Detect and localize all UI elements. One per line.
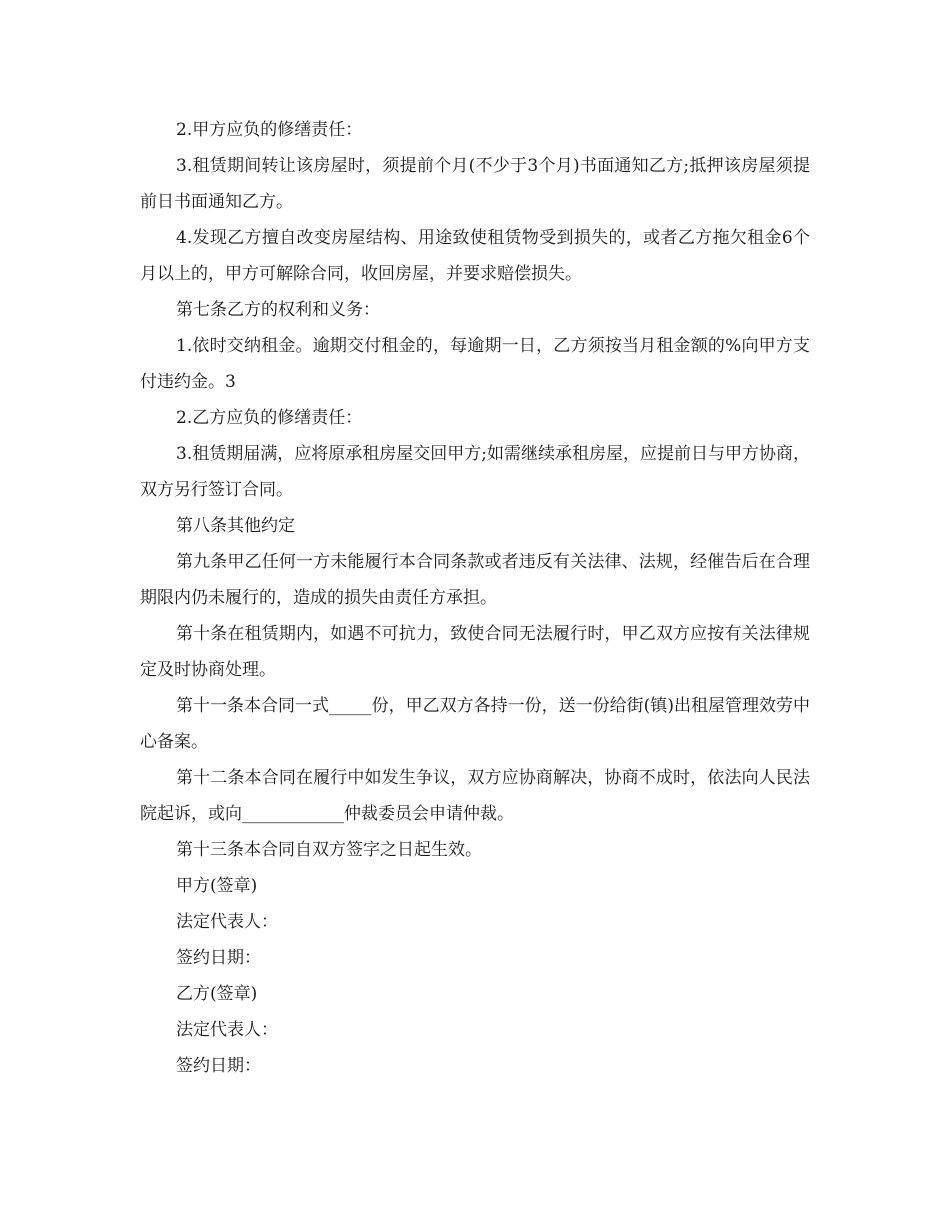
paragraph-rent-payment: 1.依时交纳租金。逾期交付租金的，每逾期一日，乙方须按当月租金额的%向甲方支付违约金。3 — [140, 336, 810, 392]
party-b-sign-date: 签约日期： — [176, 1056, 261, 1076]
article-10: 第十条在租赁期内，如遇不可抗力，致使合同无法履行时，甲乙双方应按有关法律规定及时协商处理。 — [140, 624, 810, 680]
paragraph-party-a-repair: 2.甲方应负的修缮责任： — [176, 120, 363, 140]
party-b-signature-label: 乙方(签章) — [176, 984, 258, 1004]
document-body — [140, 112, 810, 1084]
article-8-heading: 第八条其他约定 — [176, 516, 295, 536]
paragraph-termination: 4.发现乙方擅自改变房屋结构、用途致使租赁物受到损失的，或者乙方拖欠租金6个月以上的，甲方可解除合同，收回房屋，并要求赔偿损失。 — [140, 228, 810, 284]
paragraph-party-b-repair: 2.乙方应负的修缮责任： — [176, 408, 363, 428]
article-12: 第十二条本合同在履行中如发生争议，双方应协商解决，协商不成时，依法向人民法院起诉，或向____________仲裁委员会申请仲裁。 — [140, 768, 810, 824]
party-a-sign-date: 签约日期： — [176, 948, 261, 968]
paragraph-lease-expiry: 3.租赁期届满，应将原承租房屋交回甲方;如需继续承租房屋，应提前日与甲方协商，双方另行签订合同。 — [140, 444, 810, 500]
party-a-signature-label: 甲方(签章) — [176, 876, 258, 896]
party-a-representative: 法定代表人： — [176, 912, 278, 932]
article-7-heading: 第七条乙方的权利和义务： — [176, 300, 380, 320]
article-9: 第九条甲乙任何一方未能履行本合同条款或者违反有关法律、法规，经催告后在合理期限内仍未履行的，造成的损失由责任方承担。 — [140, 552, 810, 608]
article-11: 第十一条本合同一式_____份，甲乙双方各持一份，送一份给街(镇)出租屋管理效劳中心备案。 — [140, 696, 810, 752]
article-13: 第十三条本合同自双方签字之日起生效。 — [176, 840, 482, 860]
party-b-representative: 法定代表人： — [176, 1020, 278, 1040]
paragraph-transfer-notice: 3.租赁期间转让该房屋时，须提前个月(不少于3个月)书面通知乙方;抵押该房屋须提前日书面通知乙方。 — [140, 156, 810, 212]
